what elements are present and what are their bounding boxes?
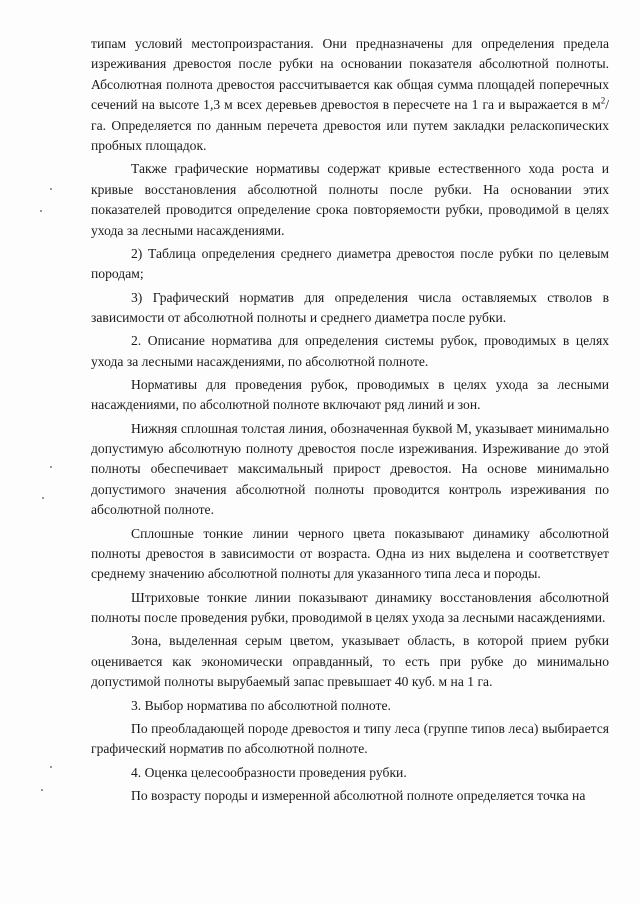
paragraph: По возрасту породы и измеренной абсолютной полноте определяется точка на <box>131 787 586 803</box>
paragraph: Штриховые тонкие линии показывают динамику восстановления абсолютной полноты после проведения рубки, проводимой в целях ухода за лесными насаждениями. <box>91 589 609 626</box>
scan-speck <box>42 497 44 499</box>
paragraph-text-continued: /га. Определяется по данным перечета древостоя или путем закладки реласкопических пробных площадок. <box>91 97 609 154</box>
scan-speck <box>50 466 52 468</box>
paragraph: По преобладающей породе древостоя и типу леса (группе типов леса) выбирается графический норматив по абсолютной полноте. <box>91 720 609 757</box>
paragraph: Также графические нормативы содержат кривые естественного хода роста и кривые восстановления абсолютной полноты после рубки. На основании этих показателей проводится определение срока повторяемости рубки, проводимой в целях ухода за лесными насаждениями. <box>91 161 609 238</box>
scan-speck <box>40 210 42 212</box>
scan-speck <box>41 789 43 791</box>
paragraph: Зона, выделенная серым цветом, указывает область, в которой прием рубки оценивается как экономически оправданный, то есть при рубке до минимально допустимой полноты вырубаемый запас превышает 40 куб. м на 1 га. <box>91 633 609 690</box>
paragraph: Сплошные тонкие линии черного цвета показывают динамику абсолютной полноты древостоя в зависимости от возраста. Одна из них выделена и соответствует среднему значению абсолютной полноты для указанного типа леса и породы. <box>91 525 609 582</box>
paragraph <box>91 34 609 156</box>
body-text <box>91 34 609 809</box>
paragraph: Нижняя сплошная толстая линия, обозначенная буквой М, указывает минимально допустимую абсолютную полноту древостоя после изреживания. Изреживание до этой полноты обеспечивает максимальный прирост древостоя. На основе минимально допустимого значения абсолютной полноты проводится контроль изреживания по абсолютной полноте. <box>91 420 609 518</box>
section-heading: 2. Описание норматива для определения системы рубок, проводимых в целях ухода за лесными насаждениями, по абсолютной полноте. <box>91 333 609 369</box>
scan-speck <box>50 766 52 768</box>
scan-speck <box>50 188 52 190</box>
section-heading: 3. Выбор норматива по абсолютной полноте. <box>131 697 391 713</box>
paragraph: 2) Таблица определения среднего диаметра древостоя после рубки по целевым породам; <box>91 245 609 282</box>
superscript: 2 <box>600 95 606 106</box>
paragraph: Нормативы для проведения рубок, проводимых в целях ухода за лесными насаждениями, по абсолютной полноте включают ряд линий и зон. <box>91 376 609 413</box>
paragraph: 3) Графический норматив для определения числа оставляемых стволов в зависимости от абсолютной полноты и среднего диаметра после рубки. <box>91 289 609 325</box>
section-heading: 4. Оценка целесообразности проведения рубки. <box>131 764 407 780</box>
paragraph-text: типам условий местопроизрастания. Они предназначены для определения предела изреживания древостоя после рубки на основании показателя абсолютной полноты. Абсолютная полнота древостоя рассчитывается как общая сумма площадей поперечных сечений на высоте 1,3 м всех деревьев древостоя в пересчете на 1 га и выражается в м <box>91 36 609 113</box>
